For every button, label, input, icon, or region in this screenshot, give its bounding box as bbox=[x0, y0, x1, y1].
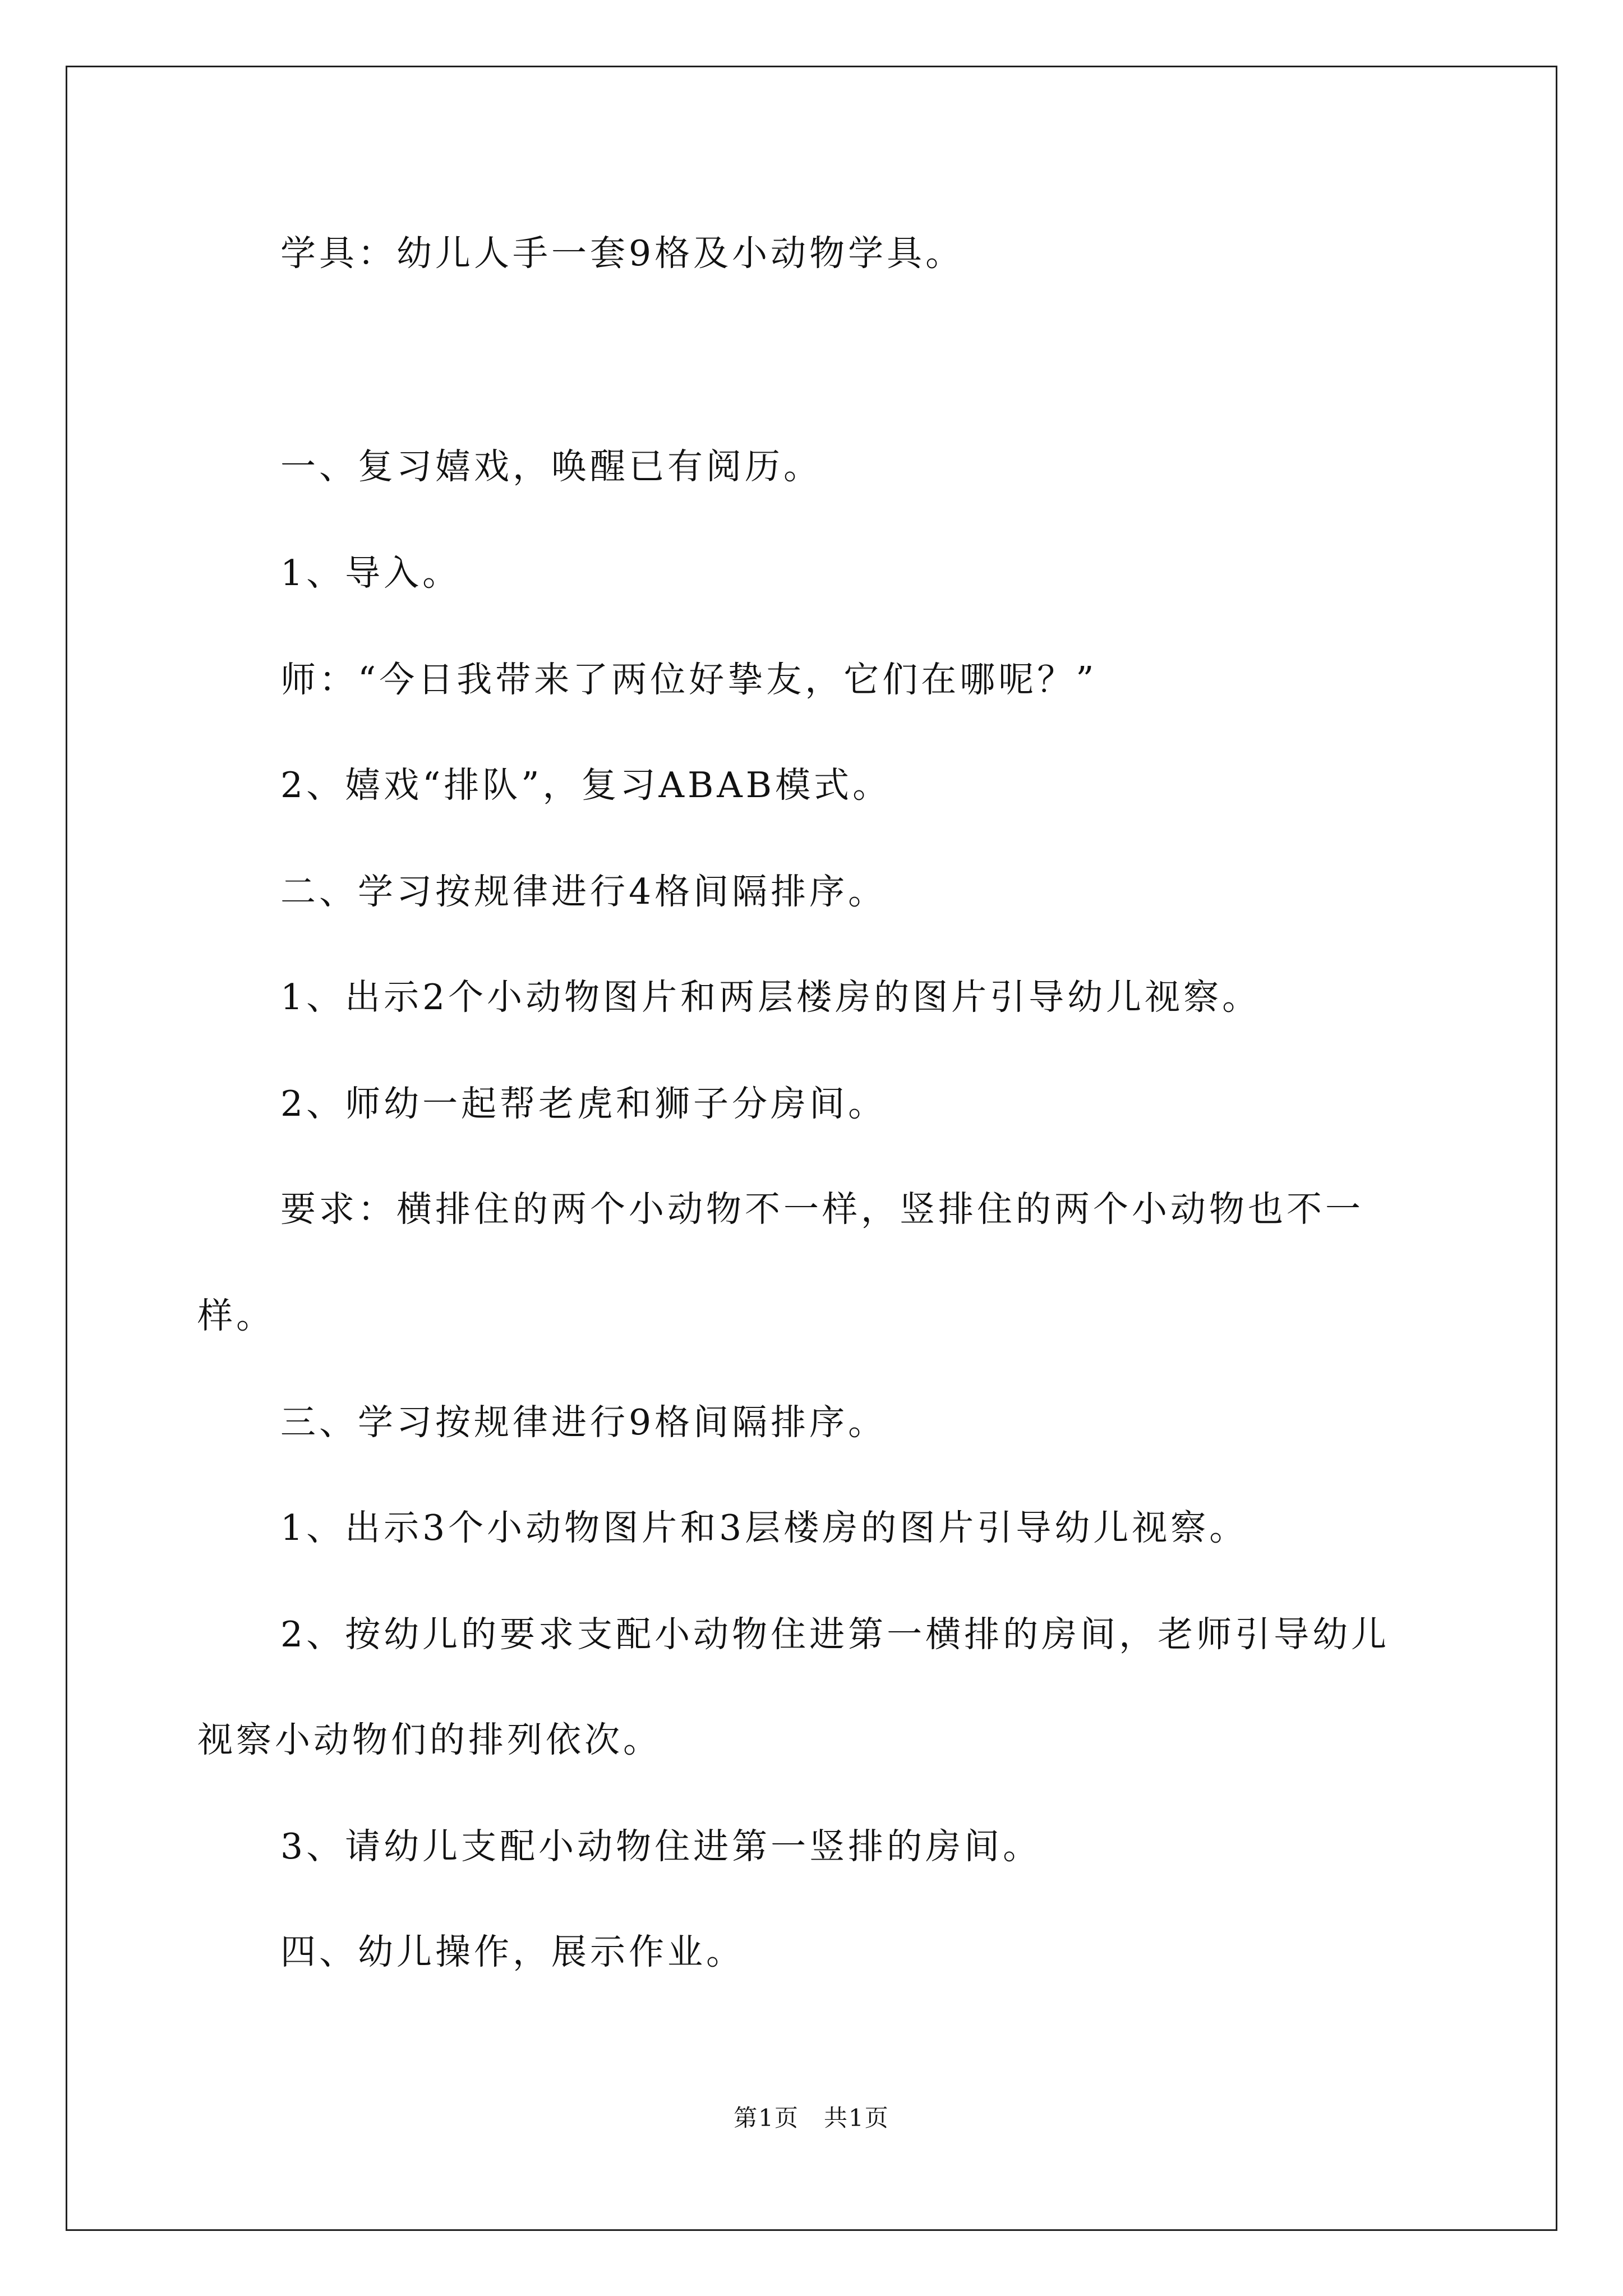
paragraph-3-2-cont: 视察小动物们的排列依次。 bbox=[197, 1719, 662, 1760]
page-border bbox=[66, 66, 1557, 2231]
paragraph-2-1: 1、出示2个小动物图片和两层楼房的图片引导幼儿视察。 bbox=[280, 977, 1261, 1018]
paragraph-section-4: 四、幼儿操作，展示作业。 bbox=[280, 1931, 745, 1972]
paragraph-3-3: 3、请幼儿支配小动物住进第一竖排的房间。 bbox=[280, 1826, 1042, 1867]
paragraph-requirement-cont: 样。 bbox=[197, 1295, 275, 1336]
paragraph-2-2: 2、师幼一起帮老虎和狮子分房间。 bbox=[280, 1083, 887, 1124]
paragraph-section-3: 三、学习按规律进行9格间隔排序。 bbox=[280, 1402, 887, 1443]
paragraph-materials: 学具：幼儿人手一套9格及小动物学具。 bbox=[280, 233, 965, 274]
page-number: 第1页 共1页 bbox=[734, 2104, 889, 2132]
paragraph-teacher-line: 师：“今日我带来了两位好挚友，它们在哪呢？” bbox=[280, 659, 1098, 700]
paragraph-3-2: 2、按幼儿的要求支配小动物住进第一横排的房间，老师引导幼儿 bbox=[280, 1614, 1390, 1655]
paragraph-3-1: 1、出示3个小动物图片和3层楼房的图片引导幼儿视察。 bbox=[280, 1507, 1248, 1548]
paragraph-1-1: 1、导入。 bbox=[280, 553, 462, 593]
paragraph-requirement: 要求：横排住的两个小动物不一样，竖排住的两个小动物也不一 bbox=[280, 1189, 1364, 1230]
paragraph-section-2: 二、学习按规律进行4格间隔排序。 bbox=[280, 871, 887, 912]
paragraph-1-2: 2、嬉戏“排队”，复习ABAB模式。 bbox=[280, 765, 892, 806]
paragraph-section-1: 一、复习嬉戏，唤醒已有阅历。 bbox=[280, 446, 822, 487]
